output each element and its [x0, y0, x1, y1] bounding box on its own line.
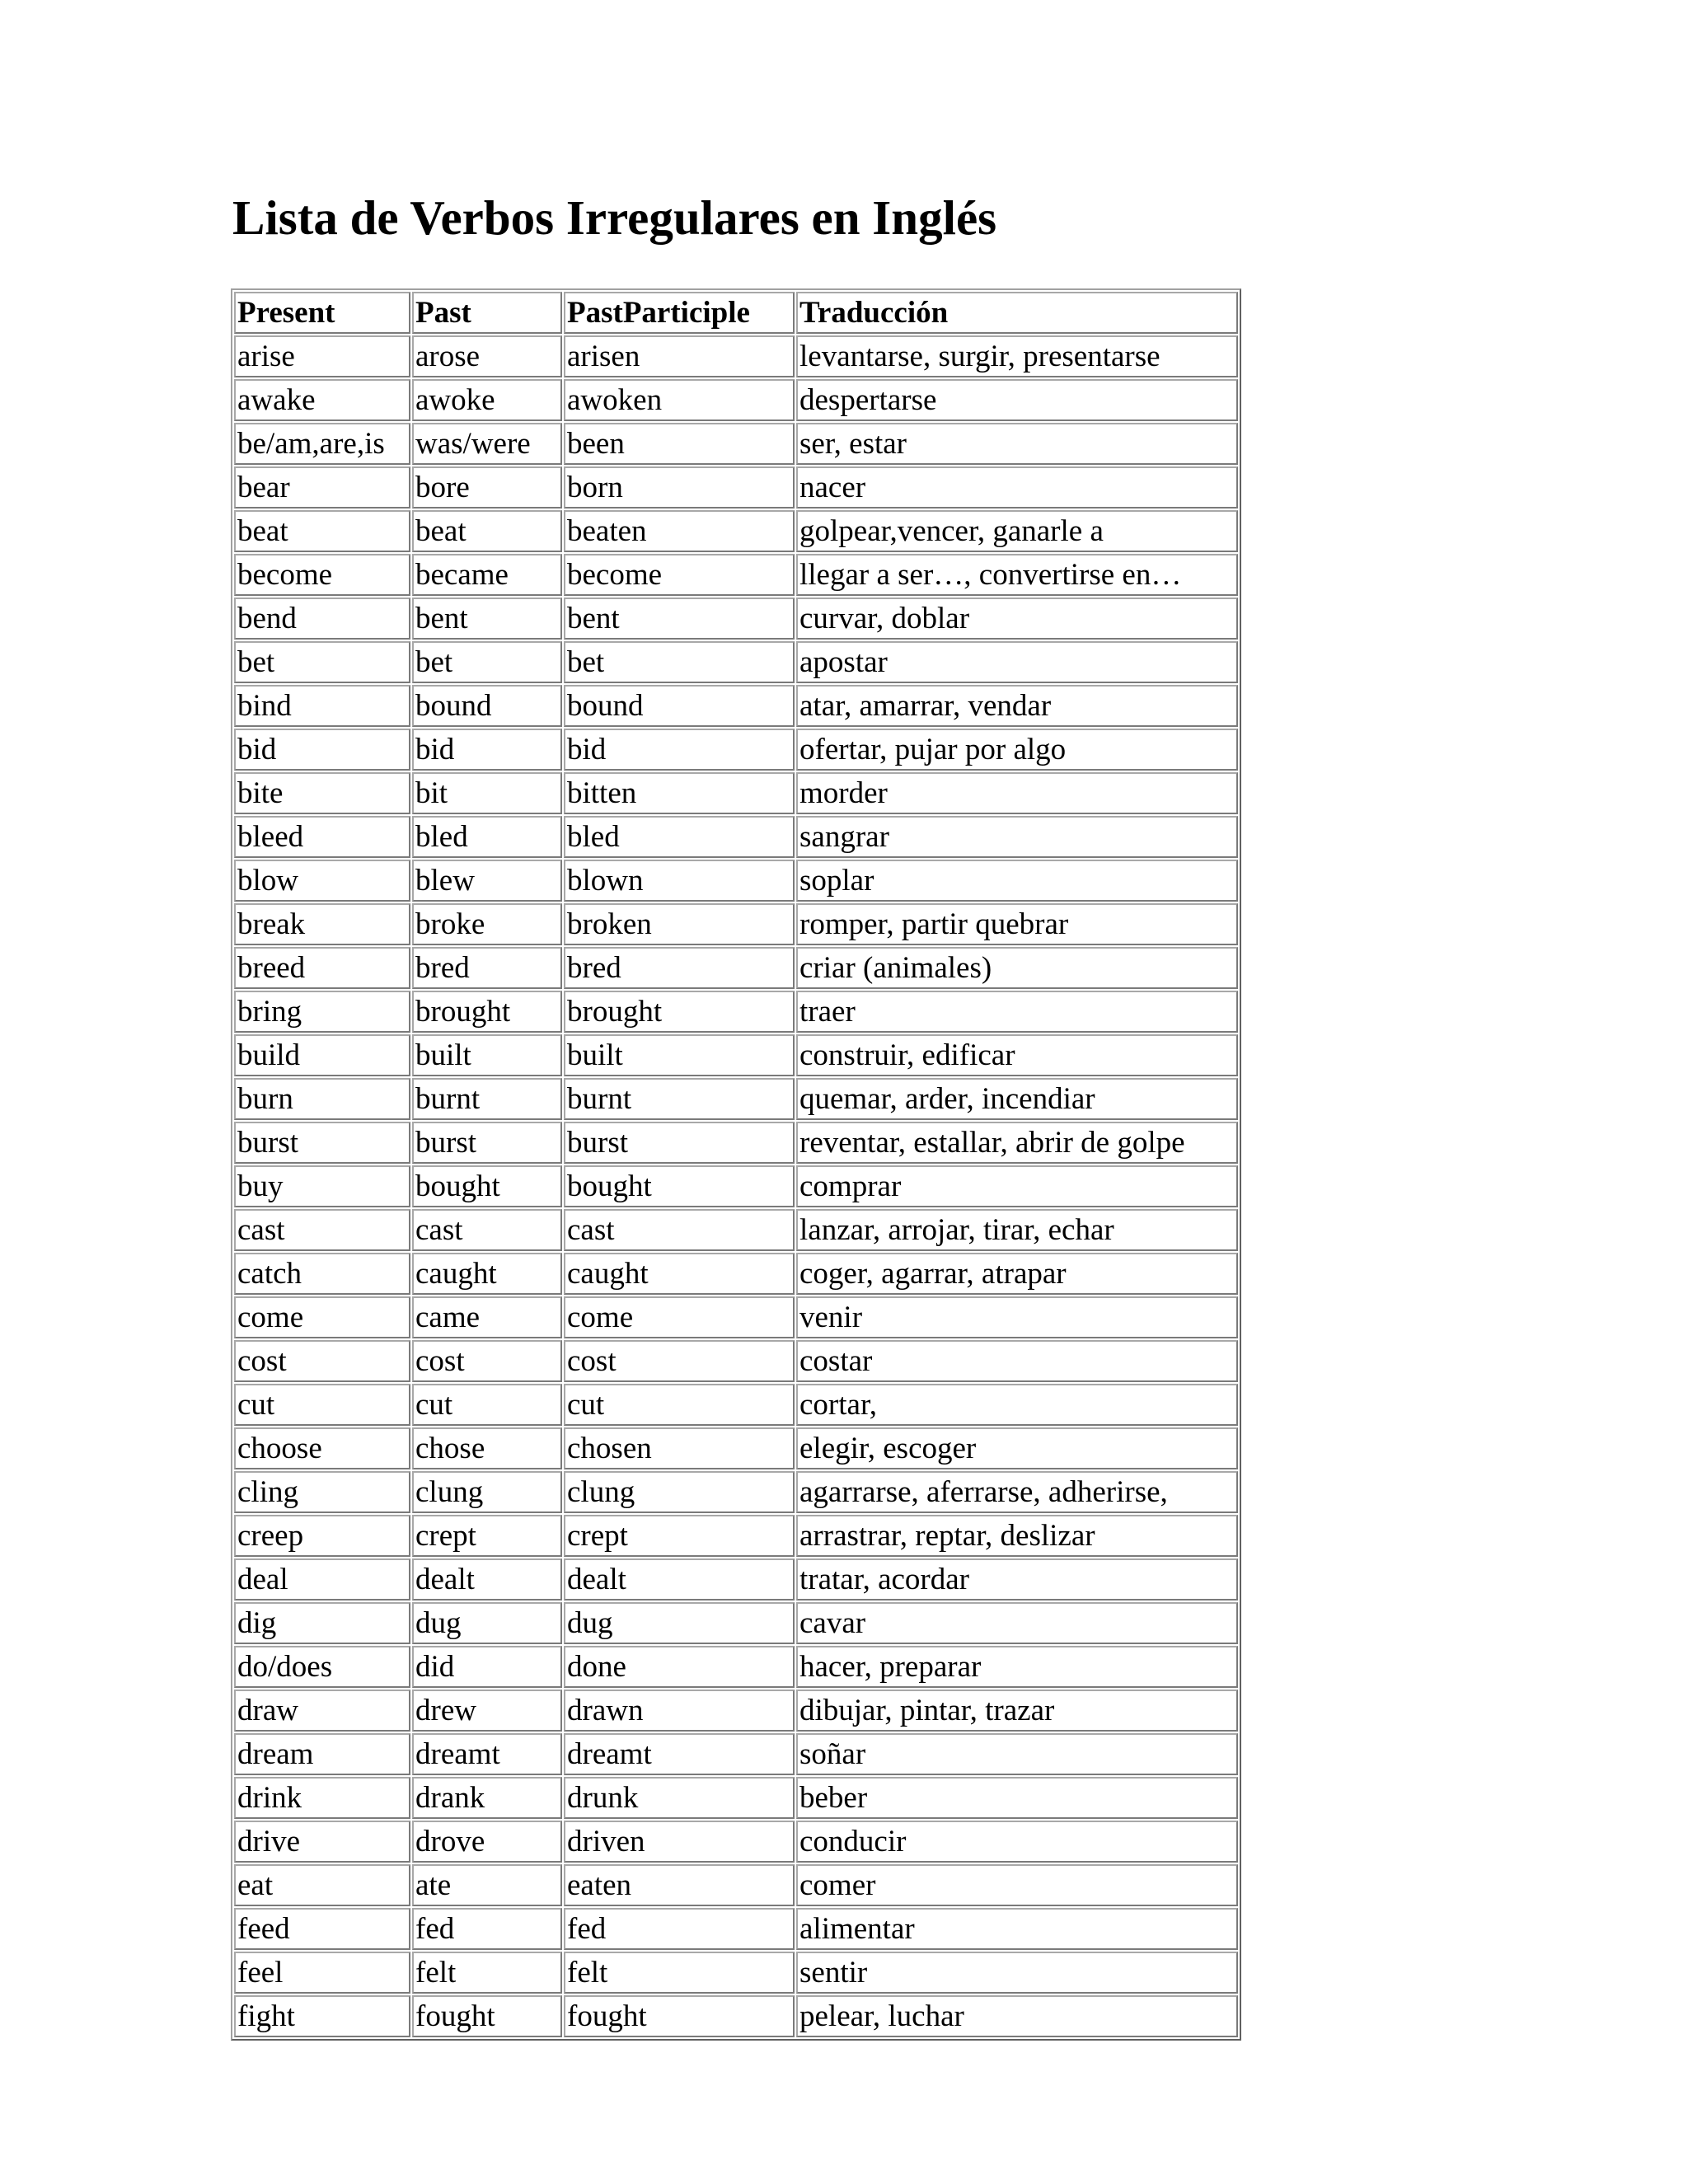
table-row	[234, 1908, 1238, 1950]
cell-present: bleed	[234, 816, 410, 858]
cell-present: choose	[234, 1427, 410, 1469]
cell-present: bear	[234, 466, 410, 509]
table-row	[234, 947, 1238, 989]
cell-translation: tratar, acordar	[796, 1558, 1238, 1601]
cell-past: bet	[412, 641, 562, 683]
cell-past-participle: burst	[564, 1122, 795, 1164]
table-row	[234, 860, 1238, 902]
cell-past: came	[412, 1296, 562, 1338]
cell-translation: conducir	[796, 1821, 1238, 1863]
cell-past: cost	[412, 1340, 562, 1382]
table-row	[234, 598, 1238, 640]
cell-present: bid	[234, 729, 410, 771]
table-row	[234, 641, 1238, 683]
cell-translation: lanzar, arrojar, tirar, echar	[796, 1209, 1238, 1251]
cell-past-participle: crept	[564, 1515, 795, 1557]
cell-past: clung	[412, 1471, 562, 1513]
cell-present: beat	[234, 510, 410, 552]
cell-translation: sangrar	[796, 816, 1238, 858]
cell-translation: cavar	[796, 1602, 1238, 1644]
cell-past-participle: drawn	[564, 1690, 795, 1732]
column-header-translation: Traducción	[796, 292, 1238, 334]
table-row	[234, 685, 1238, 727]
table-row	[234, 1209, 1238, 1251]
column-header-past: Past	[412, 292, 562, 334]
cell-translation: nacer	[796, 466, 1238, 509]
cell-past-participle: cost	[564, 1340, 795, 1382]
cell-translation: sentir	[796, 1952, 1238, 1994]
cell-past: was/were	[412, 423, 562, 465]
cell-present: drive	[234, 1821, 410, 1863]
cell-present: catch	[234, 1253, 410, 1295]
cell-past: cut	[412, 1384, 562, 1426]
cell-present: come	[234, 1296, 410, 1338]
cell-past: bid	[412, 729, 562, 771]
cell-past: built	[412, 1034, 562, 1076]
cell-past: drank	[412, 1777, 562, 1819]
cell-past-participle: born	[564, 466, 795, 509]
cell-translation: alimentar	[796, 1908, 1238, 1950]
cell-past: bore	[412, 466, 562, 509]
cell-present: cling	[234, 1471, 410, 1513]
table-row	[234, 1777, 1238, 1819]
cell-past: awoke	[412, 379, 562, 421]
cell-past: dealt	[412, 1558, 562, 1601]
cell-translation: quemar, arder, incendiar	[796, 1078, 1238, 1120]
cell-translation: cortar,	[796, 1384, 1238, 1426]
cell-present: be/am,are,is	[234, 423, 410, 465]
cell-present: fight	[234, 1995, 410, 2037]
cell-past-participle: bred	[564, 947, 795, 989]
cell-past-participle: bet	[564, 641, 795, 683]
cell-present: feel	[234, 1952, 410, 1994]
cell-present: bite	[234, 772, 410, 814]
table-row	[234, 1253, 1238, 1295]
cell-present: breed	[234, 947, 410, 989]
cell-past: blew	[412, 860, 562, 902]
cell-past: bought	[412, 1165, 562, 1207]
cell-past-participle: beaten	[564, 510, 795, 552]
cell-past: bred	[412, 947, 562, 989]
cell-present: dig	[234, 1602, 410, 1644]
cell-past-participle: clung	[564, 1471, 795, 1513]
cell-past: burnt	[412, 1078, 562, 1120]
table-row	[234, 729, 1238, 771]
cell-past-participle: bought	[564, 1165, 795, 1207]
cell-present: do/does	[234, 1646, 410, 1688]
cell-past: dug	[412, 1602, 562, 1644]
cell-present: dream	[234, 1733, 410, 1775]
cell-present: creep	[234, 1515, 410, 1557]
cell-past-participle: bent	[564, 598, 795, 640]
cell-past: crept	[412, 1515, 562, 1557]
cell-present: blow	[234, 860, 410, 902]
cell-present: buy	[234, 1165, 410, 1207]
cell-past: drove	[412, 1821, 562, 1863]
table-row	[234, 1384, 1238, 1426]
cell-past: felt	[412, 1952, 562, 1994]
table-row	[234, 554, 1238, 596]
cell-past-participle: burnt	[564, 1078, 795, 1120]
cell-translation: arrastrar, reptar, deslizar	[796, 1515, 1238, 1557]
table-row	[234, 1821, 1238, 1863]
table-row	[234, 1558, 1238, 1601]
cell-past-participle: done	[564, 1646, 795, 1688]
table-row	[234, 1296, 1238, 1338]
cell-past: broke	[412, 903, 562, 945]
cell-present: cast	[234, 1209, 410, 1251]
cell-past: cast	[412, 1209, 562, 1251]
cell-present: draw	[234, 1690, 410, 1732]
cell-translation: beber	[796, 1777, 1238, 1819]
cell-past-participle: cast	[564, 1209, 795, 1251]
cell-translation: comer	[796, 1864, 1238, 1906]
cell-past: burst	[412, 1122, 562, 1164]
table-row	[234, 1690, 1238, 1732]
cell-past-participle: drunk	[564, 1777, 795, 1819]
cell-past-participle: driven	[564, 1821, 795, 1863]
cell-past-participle: bound	[564, 685, 795, 727]
cell-translation: atar, amarrar, vendar	[796, 685, 1238, 727]
cell-translation: hacer, preparar	[796, 1646, 1238, 1688]
cell-past-participle: blown	[564, 860, 795, 902]
cell-past-participle: chosen	[564, 1427, 795, 1469]
table-row	[234, 466, 1238, 509]
cell-past-participle: built	[564, 1034, 795, 1076]
cell-translation: ser, estar	[796, 423, 1238, 465]
cell-translation: apostar	[796, 641, 1238, 683]
cell-translation: morder	[796, 772, 1238, 814]
table-row	[234, 1952, 1238, 1994]
cell-present: build	[234, 1034, 410, 1076]
cell-past: did	[412, 1646, 562, 1688]
verb-table	[231, 288, 1241, 2041]
cell-past-participle: bid	[564, 729, 795, 771]
cell-translation: traer	[796, 991, 1238, 1033]
cell-translation: costar	[796, 1340, 1238, 1382]
cell-past: drew	[412, 1690, 562, 1732]
table-row	[234, 1995, 1238, 2037]
cell-past-participle: bled	[564, 816, 795, 858]
table-row	[234, 335, 1238, 377]
cell-past: bled	[412, 816, 562, 858]
cell-present: burst	[234, 1122, 410, 1164]
cell-translation: agarrarse, aferrarse, adherirse,	[796, 1471, 1238, 1513]
table-row	[234, 1034, 1238, 1076]
cell-past: fought	[412, 1995, 562, 2037]
cell-past: beat	[412, 510, 562, 552]
table-row	[234, 1646, 1238, 1688]
cell-present: bet	[234, 641, 410, 683]
cell-present: become	[234, 554, 410, 596]
table-row	[234, 423, 1238, 465]
cell-translation: llegar a ser…, convertirse en…	[796, 554, 1238, 596]
cell-translation: levantarse, surgir, presentarse	[796, 335, 1238, 377]
table-row	[234, 379, 1238, 421]
cell-past-participle: fought	[564, 1995, 795, 2037]
cell-translation: criar (animales)	[796, 947, 1238, 989]
table-body	[234, 335, 1238, 2037]
cell-past: became	[412, 554, 562, 596]
cell-present: break	[234, 903, 410, 945]
page-title: Lista de Verbos Irregulares en Inglés	[232, 190, 997, 245]
cell-translation: ofertar, pujar por algo	[796, 729, 1238, 771]
cell-past-participle: broken	[564, 903, 795, 945]
cell-past-participle: felt	[564, 1952, 795, 1994]
cell-past: fed	[412, 1908, 562, 1950]
cell-past-participle: dreamt	[564, 1733, 795, 1775]
cell-past: bit	[412, 772, 562, 814]
table-row	[234, 1602, 1238, 1644]
table-row	[234, 1122, 1238, 1164]
cell-present: bind	[234, 685, 410, 727]
cell-present: bring	[234, 991, 410, 1033]
cell-past-participle: become	[564, 554, 795, 596]
cell-present: deal	[234, 1558, 410, 1601]
cell-past: ate	[412, 1864, 562, 1906]
cell-translation: reventar, estallar, abrir de golpe	[796, 1122, 1238, 1164]
cell-translation: curvar, doblar	[796, 598, 1238, 640]
cell-translation: romper, partir quebrar	[796, 903, 1238, 945]
table-row	[234, 510, 1238, 552]
cell-present: bend	[234, 598, 410, 640]
cell-translation: soplar	[796, 860, 1238, 902]
cell-translation: dibujar, pintar, trazar	[796, 1690, 1238, 1732]
column-header-present: Present	[234, 292, 410, 334]
cell-translation: golpear,vencer, ganarle a	[796, 510, 1238, 552]
cell-past: brought	[412, 991, 562, 1033]
cell-past: arose	[412, 335, 562, 377]
cell-present: cut	[234, 1384, 410, 1426]
column-header-past-participle: PastParticiple	[564, 292, 795, 334]
cell-translation: venir	[796, 1296, 1238, 1338]
cell-past: bent	[412, 598, 562, 640]
cell-present: arise	[234, 335, 410, 377]
cell-translation: despertarse	[796, 379, 1238, 421]
table-row	[234, 1515, 1238, 1557]
cell-past: dreamt	[412, 1733, 562, 1775]
cell-past-participle: fed	[564, 1908, 795, 1950]
cell-past-participle: eaten	[564, 1864, 795, 1906]
cell-translation: soñar	[796, 1733, 1238, 1775]
cell-present: burn	[234, 1078, 410, 1120]
cell-past-participle: cut	[564, 1384, 795, 1426]
cell-translation: comprar	[796, 1165, 1238, 1207]
table-row	[234, 1427, 1238, 1469]
cell-translation: elegir, escoger	[796, 1427, 1238, 1469]
table-row	[234, 1864, 1238, 1906]
cell-present: feed	[234, 1908, 410, 1950]
cell-past-participle: bitten	[564, 772, 795, 814]
cell-present: awake	[234, 379, 410, 421]
table-header-row	[234, 292, 1238, 334]
cell-past-participle: been	[564, 423, 795, 465]
cell-present: eat	[234, 1864, 410, 1906]
cell-past-participle: awoken	[564, 379, 795, 421]
table-row	[234, 1733, 1238, 1775]
table-row	[234, 1078, 1238, 1120]
table-row	[234, 772, 1238, 814]
cell-past: chose	[412, 1427, 562, 1469]
cell-past-participle: dug	[564, 1602, 795, 1644]
table-row	[234, 903, 1238, 945]
cell-past-participle: come	[564, 1296, 795, 1338]
cell-translation: coger, agarrar, atrapar	[796, 1253, 1238, 1295]
table-row	[234, 1165, 1238, 1207]
cell-past: bound	[412, 685, 562, 727]
cell-past-participle: dealt	[564, 1558, 795, 1601]
table-row	[234, 1471, 1238, 1513]
cell-present: cost	[234, 1340, 410, 1382]
cell-translation: construir, edificar	[796, 1034, 1238, 1076]
cell-translation: pelear, luchar	[796, 1995, 1238, 2037]
cell-present: drink	[234, 1777, 410, 1819]
cell-past-participle: arisen	[564, 335, 795, 377]
table-row	[234, 991, 1238, 1033]
table-row	[234, 816, 1238, 858]
cell-past-participle: caught	[564, 1253, 795, 1295]
cell-past: caught	[412, 1253, 562, 1295]
cell-past-participle: brought	[564, 991, 795, 1033]
table-row	[234, 1340, 1238, 1382]
